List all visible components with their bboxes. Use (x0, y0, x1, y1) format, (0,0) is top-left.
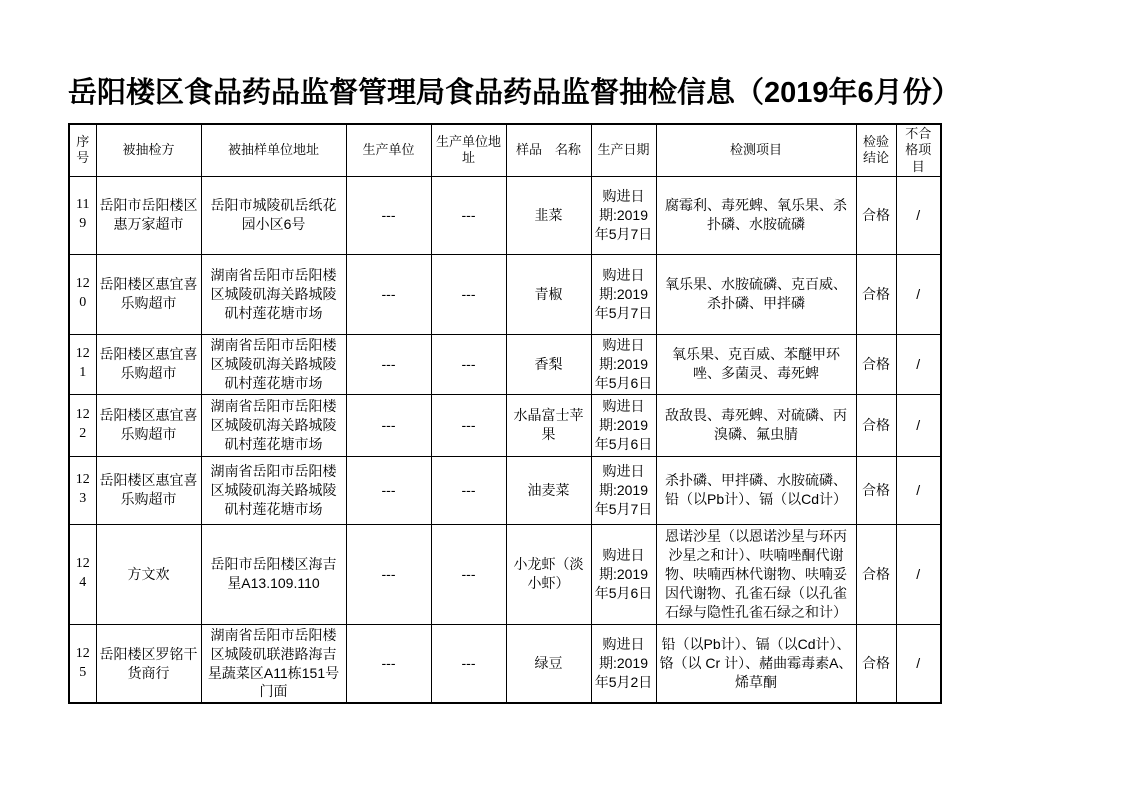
cell-production-date: 购进日期:2019年5月2日 (591, 624, 656, 703)
cell-inspection-conclusion: 合格 (856, 456, 896, 524)
cell-nonconforming-items: / (896, 524, 941, 624)
cell-sampled-unit-address: 湖南省岳阳市岳阳楼区城陵矶海关路城陵矶村莲花塘市场 (201, 334, 346, 394)
header-row (69, 124, 941, 176)
cell-production-date: 购进日期:2019年5月7日 (591, 456, 656, 524)
cell-sample-name: 水晶富士苹果 (506, 394, 591, 456)
cell-producer: --- (346, 394, 431, 456)
cell-sampled-party: 岳阳楼区惠宜喜乐购超市 (96, 394, 201, 456)
table-header (69, 124, 941, 176)
cell-serial-number: 123 (69, 456, 96, 524)
cell-production-date: 购进日期:2019年5月6日 (591, 334, 656, 394)
cell-test-items: 恩诺沙星（以恩诺沙星与环丙沙星之和计）、呋喃唑酮代谢物、呋喃西林代谢物、呋喃妥因代谢物、孔雀石绿（以孔雀石绿与隐性孔雀石绿之和计） (656, 524, 856, 624)
column-header-sampled-party: 被抽检方 (96, 124, 201, 176)
cell-serial-number: 122 (69, 394, 96, 456)
cell-inspection-conclusion: 合格 (856, 394, 896, 456)
cell-producer: --- (346, 334, 431, 394)
column-header-nonconforming-items: 不合格项目 (896, 124, 941, 176)
cell-sampled-party: 岳阳楼区惠宜喜乐购超市 (96, 254, 201, 334)
cell-sampled-unit-address: 湖南省岳阳市岳阳楼区城陵矶海关路城陵矶村莲花塘市场 (201, 254, 346, 334)
cell-producer-address: --- (431, 334, 506, 394)
cell-test-items: 铅（以Pb计）、镉（以Cd计）、铬（以 Cr 计）、赭曲霉毒素A、烯草酮 (656, 624, 856, 703)
column-header-inspection-conclusion: 检验结论 (856, 124, 896, 176)
cell-producer-address: --- (431, 176, 506, 254)
cell-inspection-conclusion: 合格 (856, 254, 896, 334)
cell-test-items: 敌敌畏、毒死蜱、对硫磷、丙溴磷、氟虫腈 (656, 394, 856, 456)
cell-producer: --- (346, 524, 431, 624)
cell-producer-address: --- (431, 254, 506, 334)
table-row (69, 456, 941, 524)
table-row (69, 524, 941, 624)
cell-production-date: 购进日期:2019年5月6日 (591, 524, 656, 624)
page-title: 岳阳楼区食品药品监督管理局食品药品监督抽检信息（2019年6月份） (68, 77, 961, 109)
cell-sample-name: 油麦菜 (506, 456, 591, 524)
cell-producer: --- (346, 176, 431, 254)
cell-test-items: 杀扑磷、甲拌磷、水胺硫磷、铅（以Pb计）、镉（以Cd计） (656, 456, 856, 524)
table-row (69, 394, 941, 456)
cell-sample-name: 韭菜 (506, 176, 591, 254)
cell-sampled-unit-address: 湖南省岳阳市岳阳楼区城陵矶海关路城陵矶村莲花塘市场 (201, 456, 346, 524)
cell-sampled-party: 岳阳楼区惠宜喜乐购超市 (96, 334, 201, 394)
cell-producer: --- (346, 254, 431, 334)
cell-serial-number: 121 (69, 334, 96, 394)
column-header-production-date: 生产日期 (591, 124, 656, 176)
cell-producer: --- (346, 624, 431, 703)
cell-test-items: 氧乐果、克百威、苯醚甲环唑、多菌灵、毒死蜱 (656, 334, 856, 394)
cell-production-date: 购进日期:2019年5月7日 (591, 176, 656, 254)
inspection-table (68, 123, 942, 704)
table-row (69, 334, 941, 394)
cell-nonconforming-items: / (896, 254, 941, 334)
cell-producer-address: --- (431, 624, 506, 703)
column-header-sampled-unit-address: 被抽样单位地址 (201, 124, 346, 176)
column-header-producer: 生产单位 (346, 124, 431, 176)
cell-nonconforming-items: / (896, 394, 941, 456)
cell-sample-name: 小龙虾（淡小虾） (506, 524, 591, 624)
cell-sampled-unit-address: 湖南省岳阳市岳阳楼区城陵矶海关路城陵矶村莲花塘市场 (201, 394, 346, 456)
cell-sampled-party: 方文欢 (96, 524, 201, 624)
cell-inspection-conclusion: 合格 (856, 176, 896, 254)
cell-producer: --- (346, 456, 431, 524)
column-header-test-items: 检测项目 (656, 124, 856, 176)
table-body (69, 176, 941, 703)
column-header-serial-number: 序号 (69, 124, 96, 176)
table-row (69, 254, 941, 334)
table-row (69, 176, 941, 254)
cell-sampled-party: 岳阳楼区惠宜喜乐购超市 (96, 456, 201, 524)
cell-inspection-conclusion: 合格 (856, 624, 896, 703)
cell-serial-number: 120 (69, 254, 96, 334)
cell-test-items: 腐霉利、毒死蜱、氧乐果、杀扑磷、水胺硫磷 (656, 176, 856, 254)
cell-nonconforming-items: / (896, 176, 941, 254)
cell-inspection-conclusion: 合格 (856, 334, 896, 394)
column-header-producer-address: 生产单位地址 (431, 124, 506, 176)
cell-nonconforming-items: / (896, 624, 941, 703)
table-row (69, 624, 941, 703)
cell-serial-number: 119 (69, 176, 96, 254)
cell-sample-name: 香梨 (506, 334, 591, 394)
cell-nonconforming-items: / (896, 334, 941, 394)
cell-production-date: 购进日期:2019年5月6日 (591, 394, 656, 456)
column-header-sample-name: 样品 名称 (506, 124, 591, 176)
cell-sampled-unit-address: 湖南省岳阳市岳阳楼区城陵矶联港路海吉星蔬菜区A11栋151号门面 (201, 624, 346, 703)
cell-sampled-party: 岳阳市岳阳楼区惠万家超市 (96, 176, 201, 254)
cell-test-items: 氧乐果、水胺硫磷、克百威、杀扑磷、甲拌磷 (656, 254, 856, 334)
cell-producer-address: --- (431, 524, 506, 624)
cell-sample-name: 青椒 (506, 254, 591, 334)
cell-inspection-conclusion: 合格 (856, 524, 896, 624)
cell-serial-number: 125 (69, 624, 96, 703)
cell-serial-number: 124 (69, 524, 96, 624)
cell-sampled-unit-address: 岳阳市城陵矶岳纸花园小区6号 (201, 176, 346, 254)
cell-sample-name: 绿豆 (506, 624, 591, 703)
cell-producer-address: --- (431, 394, 506, 456)
cell-production-date: 购进日期:2019年5月7日 (591, 254, 656, 334)
cell-nonconforming-items: / (896, 456, 941, 524)
cell-sampled-unit-address: 岳阳市岳阳楼区海吉星A13.109.110 (201, 524, 346, 624)
cell-sampled-party: 岳阳楼区罗铭干货商行 (96, 624, 201, 703)
cell-producer-address: --- (431, 456, 506, 524)
